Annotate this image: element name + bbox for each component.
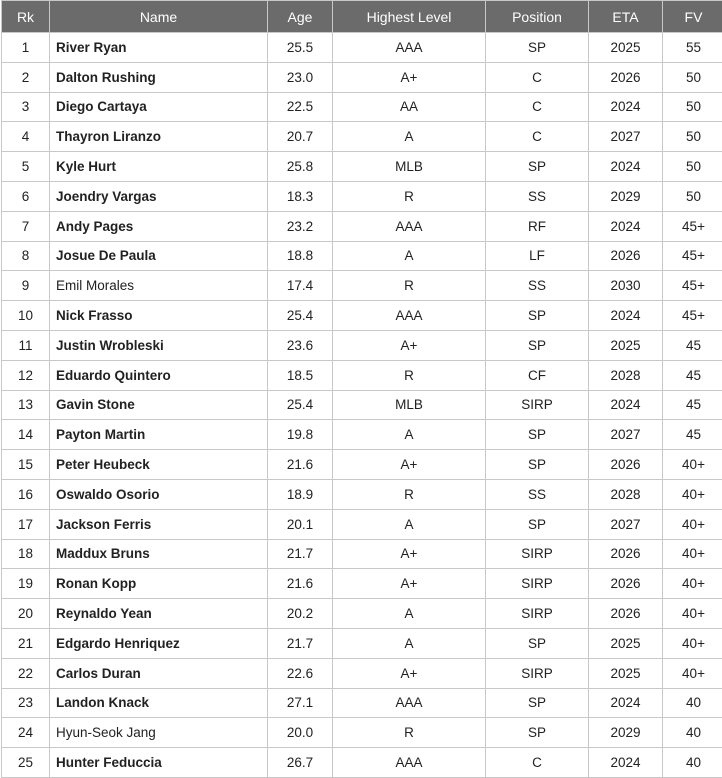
- player-name-cell: Carlos Duran: [50, 658, 268, 688]
- player-name-cell: Maddux Bruns: [50, 539, 268, 569]
- player-name-cell: Thayron Liranzo: [50, 122, 268, 152]
- eta-cell: 2027: [589, 122, 663, 152]
- player-name-cell: Hunter Feduccia: [50, 748, 268, 778]
- fv-cell: 55: [663, 33, 722, 63]
- highest-level-cell: A+: [333, 450, 486, 480]
- age-cell: 18.5: [268, 360, 333, 390]
- player-name-cell: Emil Morales: [50, 271, 268, 301]
- age-cell: 21.6: [268, 569, 333, 599]
- rank-cell: 19: [2, 569, 50, 599]
- highest-level-cell: AAA: [333, 688, 486, 718]
- age-cell: 25.4: [268, 390, 333, 420]
- prospect-rankings-table: [1, 0, 722, 778]
- eta-cell: 2027: [589, 420, 663, 450]
- eta-cell: 2024: [589, 152, 663, 182]
- position-cell: C: [486, 62, 589, 92]
- table-row: [2, 658, 722, 688]
- fv-cell: 45: [663, 420, 722, 450]
- age-cell: 19.8: [268, 420, 333, 450]
- header-row: [2, 1, 722, 33]
- highest-level-cell: A: [333, 420, 486, 450]
- age-cell: 18.9: [268, 479, 333, 509]
- eta-cell: 2028: [589, 360, 663, 390]
- eta-cell: 2024: [589, 390, 663, 420]
- table-row: [2, 211, 722, 241]
- fv-cell: 40+: [663, 509, 722, 539]
- fv-cell: 40+: [663, 599, 722, 629]
- position-cell: SP: [486, 628, 589, 658]
- player-name-cell: Reynaldo Yean: [50, 599, 268, 629]
- highest-level-cell: A+: [333, 569, 486, 599]
- highest-level-cell: A: [333, 122, 486, 152]
- age-cell: 20.1: [268, 509, 333, 539]
- highest-level-cell: R: [333, 360, 486, 390]
- player-name-cell: Dalton Rushing: [50, 62, 268, 92]
- fv-cell: 40+: [663, 479, 722, 509]
- player-name-cell: Eduardo Quintero: [50, 360, 268, 390]
- eta-cell: 2026: [589, 569, 663, 599]
- age-cell: 21.7: [268, 539, 333, 569]
- fv-cell: 40+: [663, 450, 722, 480]
- rank-cell: 24: [2, 718, 50, 748]
- eta-cell: 2025: [589, 330, 663, 360]
- position-cell: SIRP: [486, 390, 589, 420]
- column-header-position[interactable]: Position: [486, 1, 589, 33]
- rank-cell: 14: [2, 420, 50, 450]
- highest-level-cell: A+: [333, 658, 486, 688]
- position-cell: SP: [486, 152, 589, 182]
- fv-cell: 40+: [663, 569, 722, 599]
- age-cell: 25.4: [268, 301, 333, 331]
- eta-cell: 2024: [589, 92, 663, 122]
- eta-cell: 2027: [589, 509, 663, 539]
- highest-level-cell: A: [333, 599, 486, 629]
- rank-cell: 17: [2, 509, 50, 539]
- rank-cell: 6: [2, 181, 50, 211]
- age-cell: 26.7: [268, 748, 333, 778]
- player-name-cell: Ronan Kopp: [50, 569, 268, 599]
- position-cell: SP: [486, 330, 589, 360]
- age-cell: 22.5: [268, 92, 333, 122]
- position-cell: LF: [486, 241, 589, 271]
- position-cell: SIRP: [486, 599, 589, 629]
- highest-level-cell: AAA: [333, 748, 486, 778]
- position-cell: SS: [486, 181, 589, 211]
- rank-cell: 9: [2, 271, 50, 301]
- age-cell: 23.2: [268, 211, 333, 241]
- fv-cell: 40: [663, 718, 722, 748]
- eta-cell: 2026: [589, 450, 663, 480]
- player-name-cell: Nick Frasso: [50, 301, 268, 331]
- player-name-cell: Justin Wrobleski: [50, 330, 268, 360]
- table-row: [2, 390, 722, 420]
- position-cell: SIRP: [486, 658, 589, 688]
- rank-cell: 3: [2, 92, 50, 122]
- highest-level-cell: A: [333, 509, 486, 539]
- position-cell: SS: [486, 479, 589, 509]
- rank-cell: 5: [2, 152, 50, 182]
- age-cell: 17.4: [268, 271, 333, 301]
- table-row: [2, 92, 722, 122]
- player-name-cell: Josue De Paula: [50, 241, 268, 271]
- table-row: [2, 599, 722, 629]
- highest-level-cell: R: [333, 718, 486, 748]
- eta-cell: 2025: [589, 33, 663, 63]
- player-name-cell: Landon Knack: [50, 688, 268, 718]
- eta-cell: 2026: [589, 241, 663, 271]
- column-header-fv[interactable]: FV: [663, 1, 722, 33]
- rank-cell: 12: [2, 360, 50, 390]
- fv-cell: 45+: [663, 301, 722, 331]
- table-row: [2, 152, 722, 182]
- player-name-cell: Diego Cartaya: [50, 92, 268, 122]
- position-cell: SP: [486, 688, 589, 718]
- column-header-name[interactable]: Name: [50, 1, 268, 33]
- eta-cell: 2024: [589, 301, 663, 331]
- rank-cell: 20: [2, 599, 50, 629]
- fv-cell: 45+: [663, 271, 722, 301]
- rank-cell: 11: [2, 330, 50, 360]
- column-header-eta[interactable]: ETA: [589, 1, 663, 33]
- position-cell: CF: [486, 360, 589, 390]
- player-name-cell: Hyun-Seok Jang: [50, 718, 268, 748]
- column-header-highest-level[interactable]: Highest Level: [333, 1, 486, 33]
- position-cell: C: [486, 122, 589, 152]
- rank-cell: 8: [2, 241, 50, 271]
- position-cell: RF: [486, 211, 589, 241]
- position-cell: SP: [486, 301, 589, 331]
- highest-level-cell: R: [333, 479, 486, 509]
- highest-level-cell: R: [333, 271, 486, 301]
- table-row: [2, 330, 722, 360]
- position-cell: SP: [486, 33, 589, 63]
- age-cell: 25.8: [268, 152, 333, 182]
- highest-level-cell: A: [333, 628, 486, 658]
- table-row: [2, 241, 722, 271]
- eta-cell: 2025: [589, 658, 663, 688]
- fv-cell: 40+: [663, 539, 722, 569]
- player-name-cell: Jackson Ferris: [50, 509, 268, 539]
- fv-cell: 45: [663, 360, 722, 390]
- table-row: [2, 479, 722, 509]
- rank-cell: 22: [2, 658, 50, 688]
- highest-level-cell: AAA: [333, 33, 486, 63]
- table-row: [2, 748, 722, 778]
- table-row: [2, 569, 722, 599]
- highest-level-cell: AAA: [333, 301, 486, 331]
- fv-cell: 40: [663, 748, 722, 778]
- player-name-cell: Peter Heubeck: [50, 450, 268, 480]
- eta-cell: 2029: [589, 718, 663, 748]
- column-header-age[interactable]: Age: [268, 1, 333, 33]
- player-name-cell: Oswaldo Osorio: [50, 479, 268, 509]
- table-row: [2, 122, 722, 152]
- table-row: [2, 420, 722, 450]
- fv-cell: 40+: [663, 658, 722, 688]
- highest-level-cell: AA: [333, 92, 486, 122]
- age-cell: 20.7: [268, 122, 333, 152]
- table-row: [2, 718, 722, 748]
- highest-level-cell: A: [333, 241, 486, 271]
- column-header-rank[interactable]: Rk: [2, 1, 50, 33]
- age-cell: 23.0: [268, 62, 333, 92]
- player-name-cell: Andy Pages: [50, 211, 268, 241]
- highest-level-cell: MLB: [333, 152, 486, 182]
- rank-cell: 4: [2, 122, 50, 152]
- player-name-cell: Kyle Hurt: [50, 152, 268, 182]
- position-cell: SP: [486, 718, 589, 748]
- rank-cell: 13: [2, 390, 50, 420]
- age-cell: 23.6: [268, 330, 333, 360]
- highest-level-cell: A+: [333, 539, 486, 569]
- table-row: [2, 301, 722, 331]
- eta-cell: 2025: [589, 628, 663, 658]
- player-name-cell: Edgardo Henriquez: [50, 628, 268, 658]
- fv-cell: 40: [663, 688, 722, 718]
- position-cell: SP: [486, 420, 589, 450]
- fv-cell: 50: [663, 181, 722, 211]
- table-row: [2, 450, 722, 480]
- fv-cell: 50: [663, 62, 722, 92]
- eta-cell: 2029: [589, 181, 663, 211]
- table-row: [2, 271, 722, 301]
- eta-cell: 2024: [589, 688, 663, 718]
- table-row: [2, 181, 722, 211]
- position-cell: C: [486, 92, 589, 122]
- position-cell: SS: [486, 271, 589, 301]
- position-cell: SIRP: [486, 539, 589, 569]
- highest-level-cell: R: [333, 181, 486, 211]
- position-cell: SP: [486, 509, 589, 539]
- age-cell: 18.8: [268, 241, 333, 271]
- table-row: [2, 62, 722, 92]
- table-row: [2, 628, 722, 658]
- table-row: [2, 33, 722, 63]
- eta-cell: 2024: [589, 748, 663, 778]
- rank-cell: 1: [2, 33, 50, 63]
- table-row: [2, 360, 722, 390]
- eta-cell: 2026: [589, 62, 663, 92]
- highest-level-cell: A+: [333, 330, 486, 360]
- rank-cell: 23: [2, 688, 50, 718]
- highest-level-cell: AAA: [333, 211, 486, 241]
- age-cell: 27.1: [268, 688, 333, 718]
- age-cell: 22.6: [268, 658, 333, 688]
- table-row: [2, 688, 722, 718]
- eta-cell: 2028: [589, 479, 663, 509]
- table-body: [2, 33, 722, 778]
- rank-cell: 7: [2, 211, 50, 241]
- fv-cell: 40+: [663, 628, 722, 658]
- age-cell: 20.2: [268, 599, 333, 629]
- rank-cell: 15: [2, 450, 50, 480]
- fv-cell: 50: [663, 92, 722, 122]
- rank-cell: 10: [2, 301, 50, 331]
- eta-cell: 2026: [589, 599, 663, 629]
- player-name-cell: Gavin Stone: [50, 390, 268, 420]
- rank-cell: 18: [2, 539, 50, 569]
- eta-cell: 2026: [589, 539, 663, 569]
- rank-cell: 16: [2, 479, 50, 509]
- rank-cell: 2: [2, 62, 50, 92]
- position-cell: SP: [486, 450, 589, 480]
- age-cell: 25.5: [268, 33, 333, 63]
- eta-cell: 2024: [589, 211, 663, 241]
- player-name-cell: River Ryan: [50, 33, 268, 63]
- eta-cell: 2030: [589, 271, 663, 301]
- age-cell: 18.3: [268, 181, 333, 211]
- player-name-cell: Payton Martin: [50, 420, 268, 450]
- player-name-cell: Joendry Vargas: [50, 181, 268, 211]
- fv-cell: 50: [663, 152, 722, 182]
- fv-cell: 50: [663, 122, 722, 152]
- fv-cell: 45: [663, 330, 722, 360]
- table-row: [2, 509, 722, 539]
- position-cell: C: [486, 748, 589, 778]
- rank-cell: 21: [2, 628, 50, 658]
- table-row: [2, 539, 722, 569]
- fv-cell: 45+: [663, 241, 722, 271]
- fv-cell: 45+: [663, 211, 722, 241]
- rank-cell: 25: [2, 748, 50, 778]
- age-cell: 21.6: [268, 450, 333, 480]
- highest-level-cell: A+: [333, 62, 486, 92]
- fv-cell: 45: [663, 390, 722, 420]
- age-cell: 20.0: [268, 718, 333, 748]
- position-cell: SIRP: [486, 569, 589, 599]
- highest-level-cell: MLB: [333, 390, 486, 420]
- age-cell: 21.7: [268, 628, 333, 658]
